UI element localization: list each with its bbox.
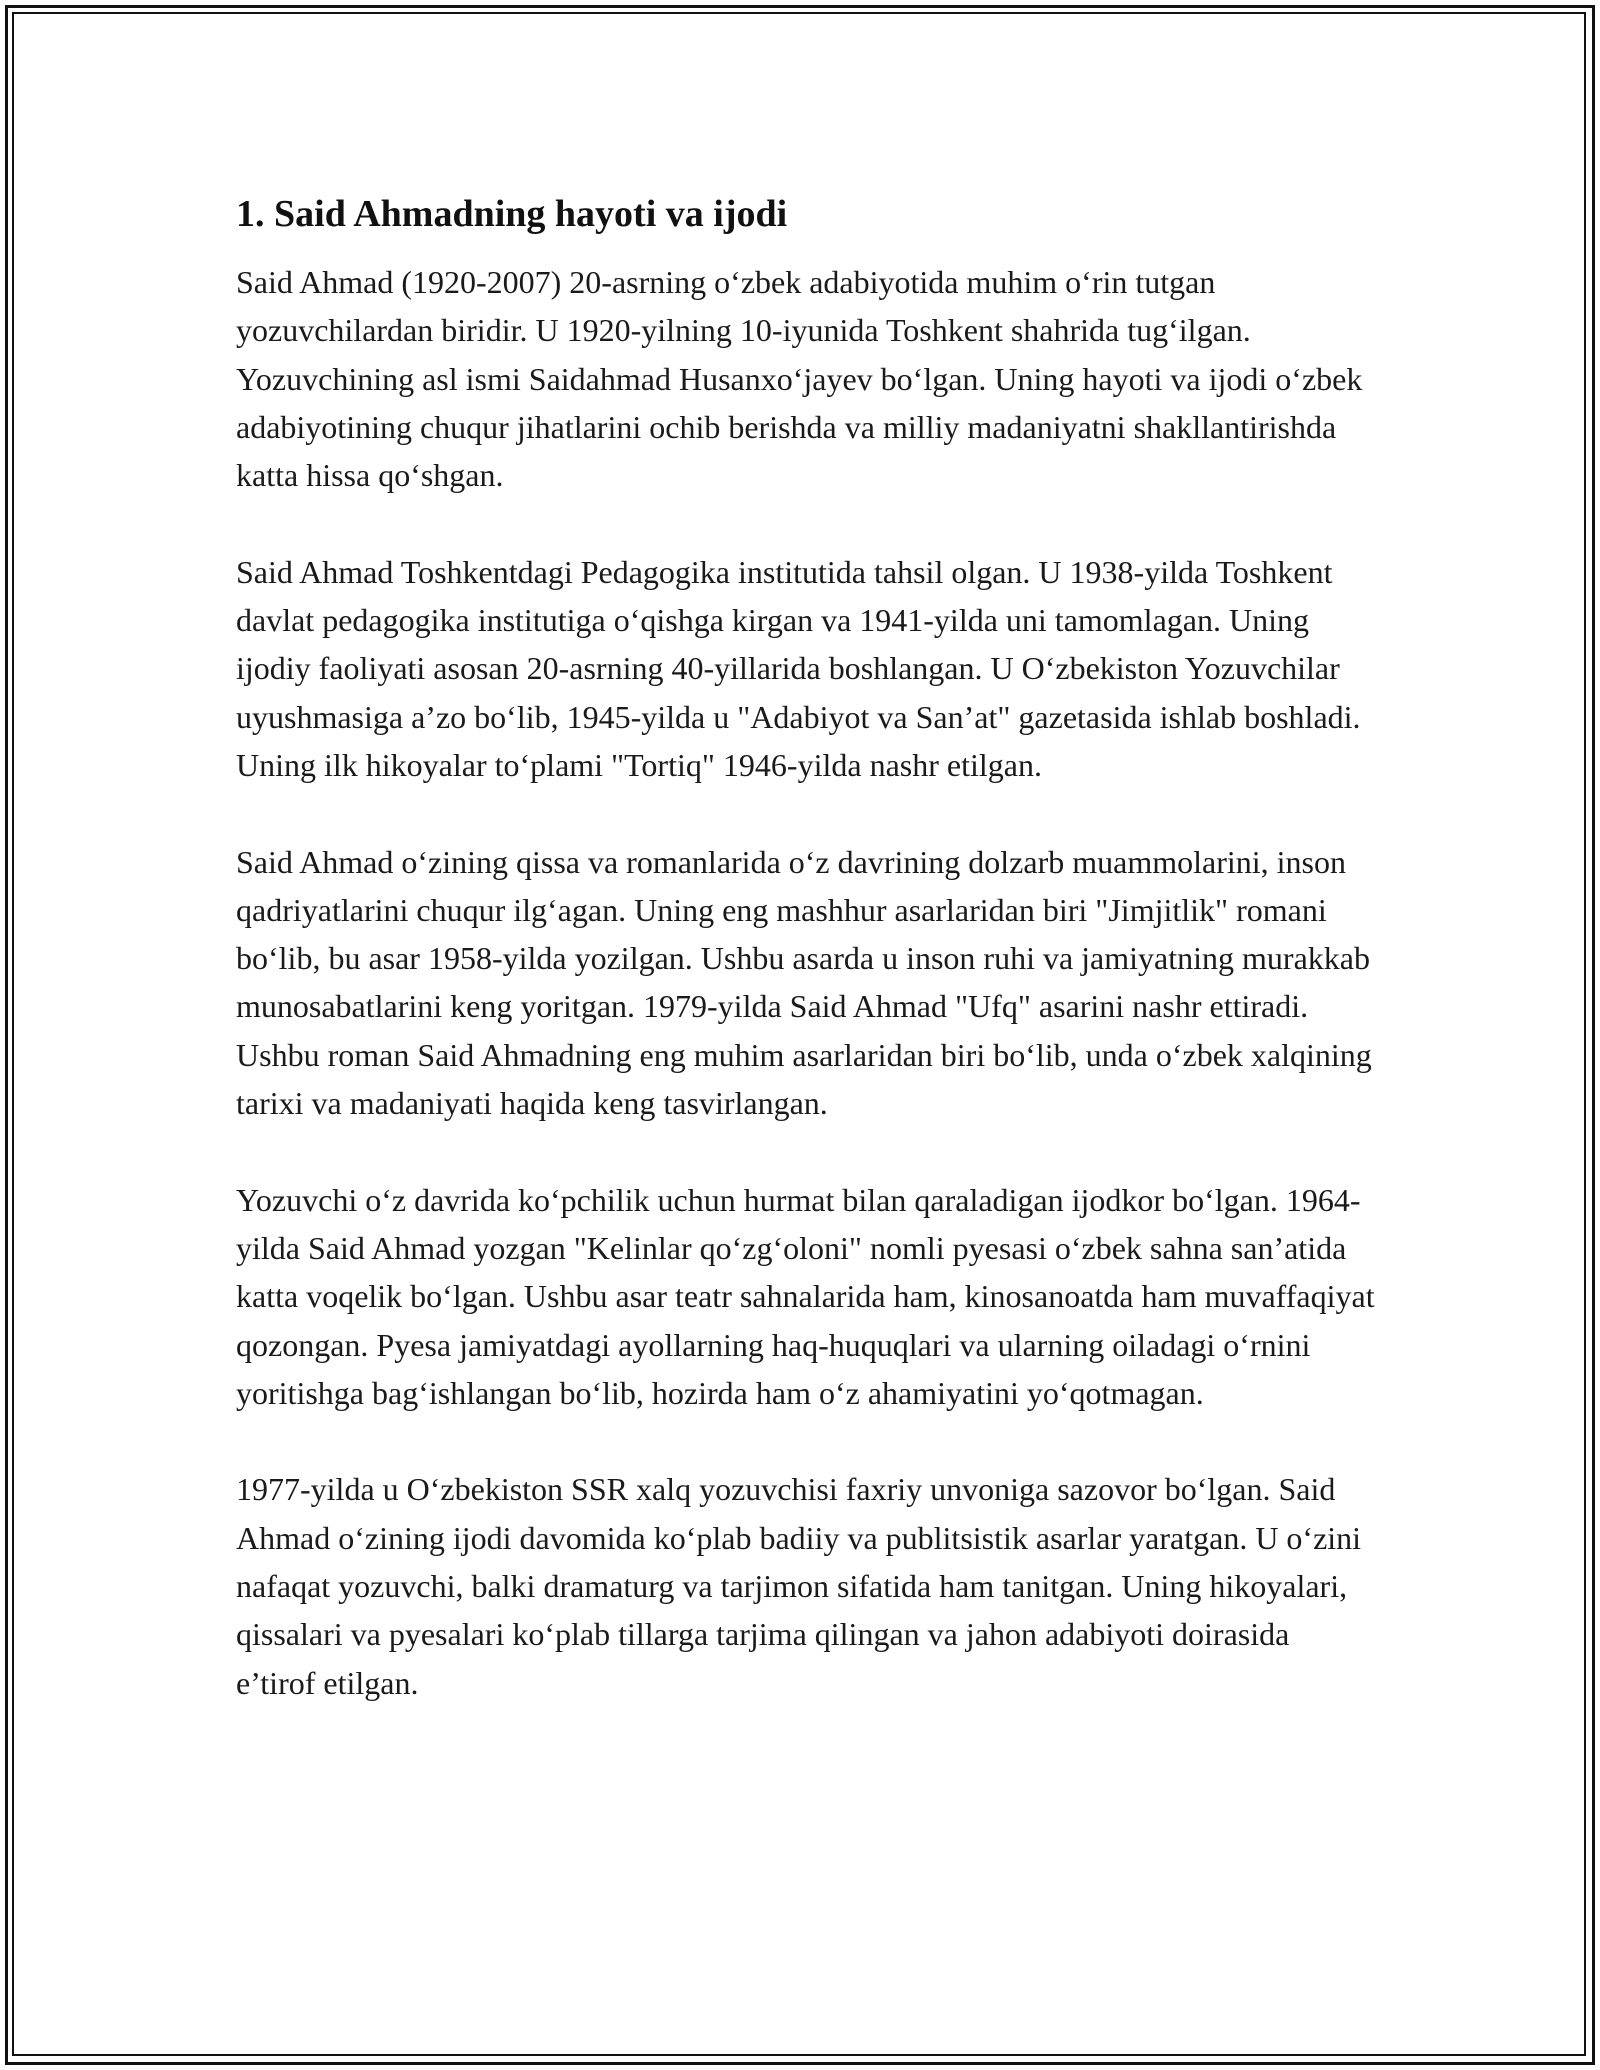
document-body bbox=[236, 190, 1376, 1755]
paragraph-plays: Yozuvchi o‘z davrida ko‘pchilik uchun hurmat bilan qaraladigan ijodkor bo‘lgan. 1964-yilda Said Ahmad yozgan "Kelinlar qo‘zg‘oloni" nomli pyesasi o‘zbek sahna san’atida katta voqelik bo‘lgan. Ushbu asar teatr sahnalarida ham, kinosanoatda ham muvaffaqiyat qozongan. Pyesa jamiyatdagi ayollarning haq-huquqlari va ularning oiladagi o‘rnini yoritishga bag‘ishlangan bo‘lib, hozirda ham o‘z ahamiyatini yo‘qotmagan. bbox=[236, 1181, 1375, 1411]
paragraph-recognition: 1977-yilda u O‘zbekiston SSR xalq yozuvchisi faxriy unvoniga sazovor bo‘lgan. Said Ahmad o‘zining ijodi davomida ko‘plab badiiy va publitsistik asarlar yaratgan. U o‘zini nafaqat yozuvchi, balki dramaturg va tarjimon sifatida ham tanitgan. Uning hikoyalari, qissalari va pyesalari ko‘plab tillarga tarjima qilingan va jahon adabiyoti doirasida e’tirof etilgan. bbox=[236, 1471, 1362, 1701]
paragraph-novels: Said Ahmad o‘zining qissa va romanlarida o‘z davrining dolzarb muammolarini, inson qadriyatlarini chuqur ilg‘agan. Uning eng mashhur asarlaridan biri "Jimjitlik" romani bo‘lib, bu asar 1958-yilda yozilgan. Ushbu asarda u inson ruhi va jamiyatning murakkab munosabatlarini keng yoritgan. 1979-yilda Said Ahmad "Ufq" asarini nashr ettiradi. Ushbu roman Said Ahmadning eng muhim asarlaridan biri bo‘lib, unda o‘zbek xalqining tarixi va madaniyati haqida keng tasvirlangan. bbox=[236, 843, 1372, 1122]
paragraph-education: Said Ahmad Toshkentdagi Pedagogika institutida tahsil olgan. U 1938-yilda Toshkent davlat pedagogika institutiga o‘qishga kirgan va 1941-yilda uni tamomlagan. Uning ijodiy faoliyati asosan 20-asrning 40-yillarida boshlangan. U O‘zbekiston Yozuvchilar uyushmasiga a’zo bo‘lib, 1945-yilda u "Adabiyot va San’at" gazetasida ishlab boshladi. Uning ilk hikoyalar to‘plami "Tortiq" 1946-yilda nashr etilgan. bbox=[236, 553, 1361, 783]
paragraph-biography-intro: Said Ahmad (1920-2007) 20-asrning o‘zbek adabiyotida muhim o‘rin tutgan yozuvchilardan biridir. U 1920-yilning 10-iyunida Toshkent shahrida tug‘ilgan. Yozuvchining asl ismi Saidahmad Husanxo‘jayev bo‘lgan. Uning hayoti va ijodi o‘zbek adabiyotining chuqur jihatlarini ochib berishda va milliy madaniyatni shakllantirishda katta hissa qo‘shgan. bbox=[236, 264, 1363, 494]
section-title: 1. Said Ahmadning hayoti va ijodi bbox=[236, 193, 788, 235]
